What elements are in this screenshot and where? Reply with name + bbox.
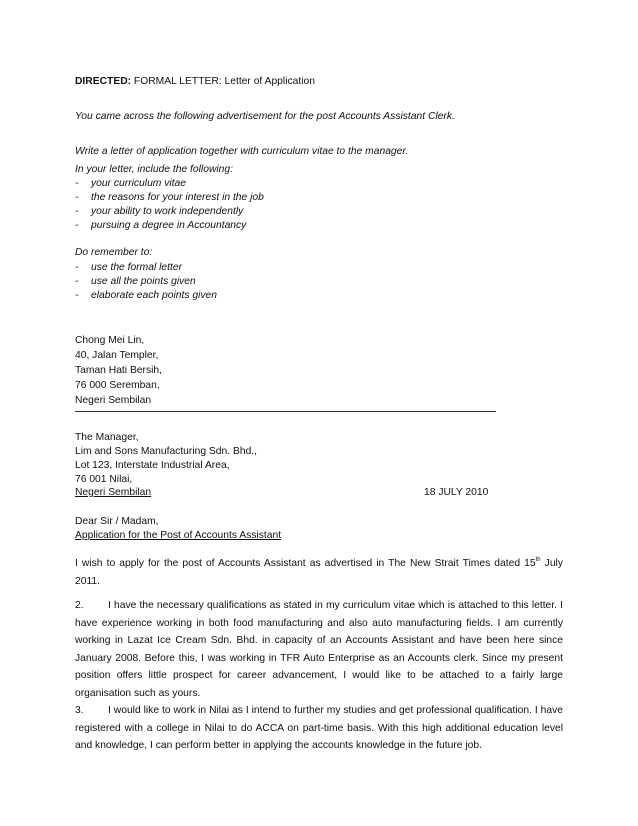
letter-date: 18 JULY 2010	[424, 487, 489, 498]
bullet-dash: -	[75, 276, 79, 287]
remember-item-text: use all the points given	[91, 276, 196, 287]
remember-item	[75, 289, 217, 302]
recipient-company: Lim and Sons Manufacturing Sdn. Bhd.,	[75, 446, 258, 457]
heading-label: DIRECTED:	[75, 76, 132, 87]
include-item	[75, 219, 246, 232]
prompt-line-2: Write a letter of application together with curriculum vitae to the manager.	[75, 146, 409, 157]
recipient-address-line: 76 001 Nilai,	[75, 474, 133, 485]
heading	[75, 75, 315, 88]
body-paragraph-2	[75, 597, 563, 702]
bullet-dash: -	[75, 290, 79, 301]
recipient-title: The Manager,	[75, 432, 139, 443]
remember-item	[75, 261, 182, 274]
include-item-text: pursuing a degree in Accountancy	[91, 220, 247, 231]
bullet-dash: -	[75, 220, 79, 231]
prompt-line-1: You came across the following advertisement for the post Accounts Assistant Clerk.	[75, 111, 455, 122]
remember-intro: Do remember to:	[75, 247, 153, 258]
remember-item-text: use the formal letter	[91, 262, 182, 273]
recipient-address-line: Negeri Sembilan	[75, 487, 152, 498]
paragraph-text: I wish to apply for the post of Accounts Assistant as advertised in The New Strait Times dated 15	[75, 558, 536, 569]
include-intro: In your letter, include the following:	[75, 164, 233, 175]
sender-address-line: Negeri Sembilan	[75, 395, 152, 406]
ordinal-suffix: th	[535, 557, 541, 563]
paragraph-number: 2.	[75, 600, 84, 611]
paragraph-text: July 2011.	[75, 558, 563, 587]
bullet-dash: -	[75, 206, 79, 217]
body-paragraph-1	[75, 555, 563, 590]
include-item-text: the reasons for your interest in the job	[91, 192, 264, 203]
bullet-dash: -	[75, 178, 79, 189]
salutation: Dear Sir / Madam,	[75, 516, 159, 527]
subject-line: Application for the Post of Accounts Assistant	[75, 530, 282, 541]
include-item-text: your curriculum vitae	[91, 178, 186, 189]
sender-address-line: Taman Hati Bersih,	[75, 365, 162, 376]
recipient-address-line: Lot 123, Interstate Industrial Area,	[75, 460, 230, 471]
include-item	[75, 177, 186, 190]
heading-text: FORMAL LETTER: Letter of Application	[131, 76, 315, 87]
separator-line	[75, 411, 496, 412]
include-item	[75, 191, 264, 204]
bullet-dash: -	[75, 192, 79, 203]
sender-name: Chong Mei Lin,	[75, 335, 145, 346]
body-paragraph-3	[75, 702, 563, 755]
sender-address-line: 40, Jalan Templer,	[75, 350, 159, 361]
paragraph-number: 3.	[75, 705, 84, 716]
paragraph-text: I would like to work in Nilai as I intend to further my studies and get professional qualification. I have registered with a college in Nilai to do ACCA on part-time basis. With this high additional education level and knowledge, I can perform better in applying the accounts knowledge in the future job.	[75, 705, 563, 751]
sender-address-line: 76 000 Seremban,	[75, 380, 160, 391]
include-item-text: your ability to work independently	[91, 206, 244, 217]
include-item	[75, 205, 243, 218]
remember-item	[75, 275, 196, 288]
paragraph-text: I have the necessary qualifications as stated in my curriculum vitae which is attached to this letter. I have experience working in both food manufacturing and also auto manufacturing fields. I am currently working in Lazat Ice Cream Sdn. Bhd. in capacity of an Accounts Assistant and have been here since January 2008. Before this, I was working in TFR Auto Enterprise as an Accounts clerk. Since my present position offers little prospect for career advancement, I would like to be attached to a fairly large organisation such as yours.	[75, 600, 563, 699]
remember-item-text: elaborate each points given	[91, 290, 217, 301]
bullet-dash: -	[75, 262, 79, 273]
